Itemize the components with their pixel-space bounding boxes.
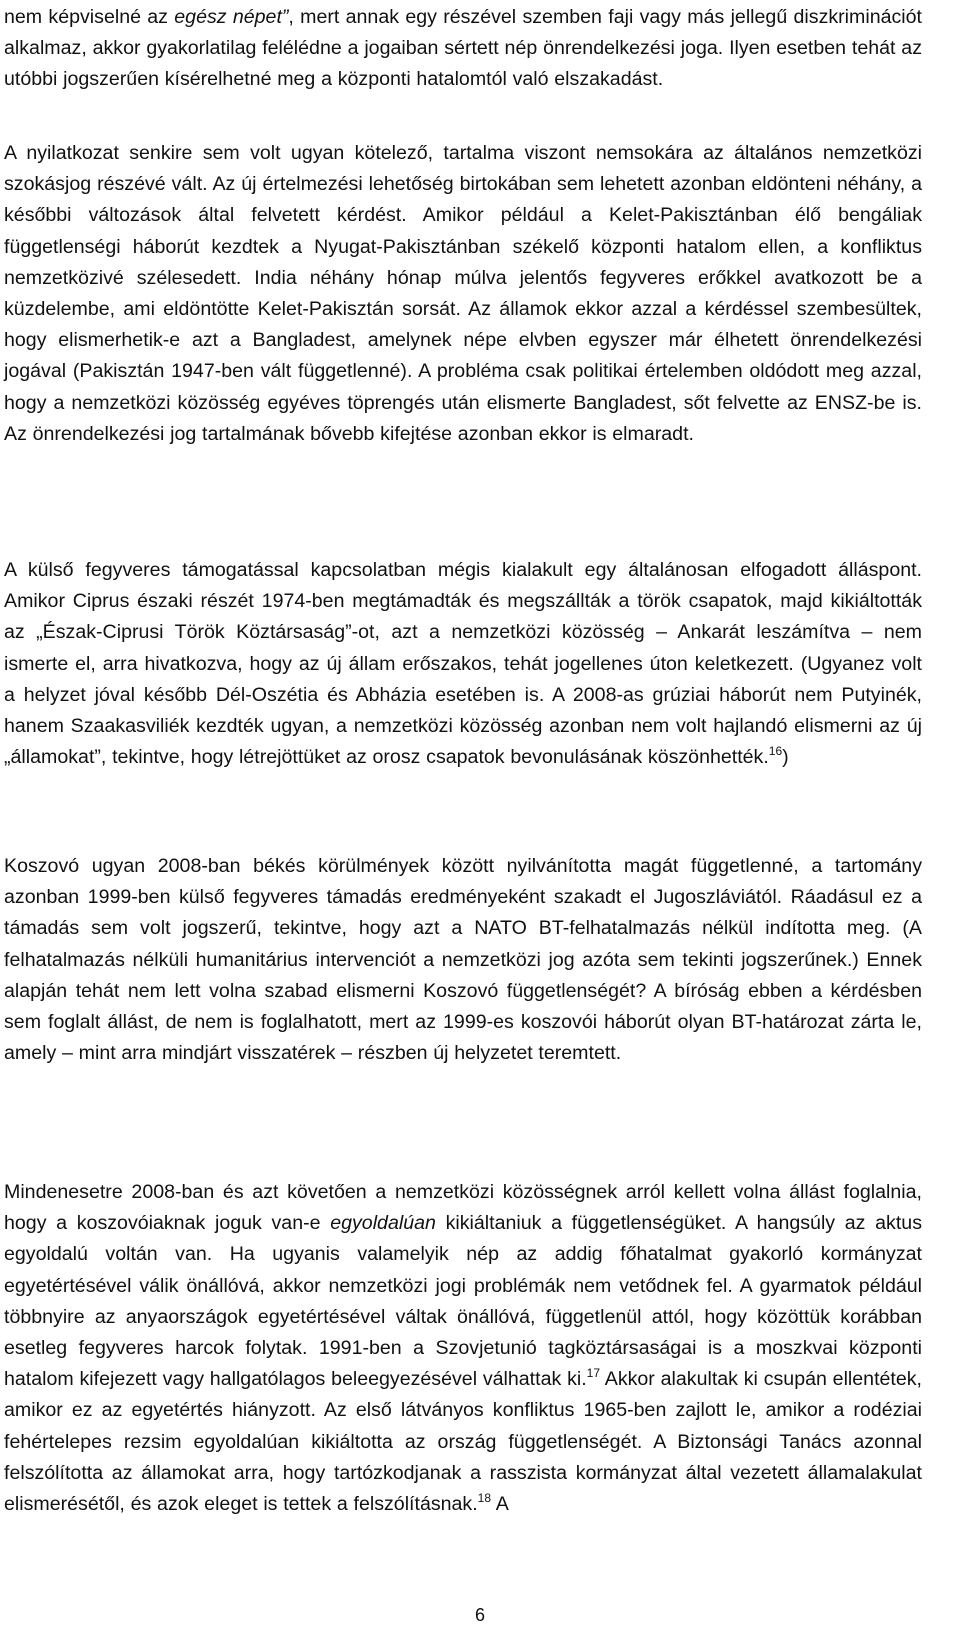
- footnote-ref: 17: [586, 1366, 601, 1381]
- paragraph-text: A nyilatkozat senkire sem volt ugyan kötelező, tartalma viszont nemsokára az általános nemzetközi szokásjog részévé vált. Az új értelmezési lehetőség birtokában sem lehetett azonban eldönteni néhány, a későbbi változások által felvetett kérdést. Amikor például a Kelet-Pakisztánban élő bengáliak függetlenségi háborút kezdtek a Nyugat-Pakisztánban székelő központi hatalom ellen, a konfliktus nemzetközivé szélesedett. India néhány hónap múlva jelentős fegyveres erőkkel avatkozott be a küzdelembe, ami eldöntötte Kelet-Pakisztán sorsát. Az államok ekkor azzal a kérdéssel szembesültek, hogy elismerhetik-e azt a Bangladest, amelynek népe elvben egyszer már élhetett önrendelkezési jogával (Pakisztán 1947-ben vált függetlenné). A probléma csak politikai értelemben oldódott meg azzal, hogy a nemzetközi közösség egyéves töprengés után elismerte Bangladest, sőt felvette az ENSZ-be is. Az önrendelkezési jog tartalmának bővebb kifejtése azonban ekkor is elmaradt.: [4, 142, 922, 445]
- paragraph-text: kikiáltaniuk a függetlenségüket. A hangsúly az aktus egyoldalú voltán van. Ha ugyanis valamelyik nép az addig főhatalmat gyakorló kormányzat egyetértésével válik önállóvá, akkor nemzetközi jogi problémák nem vetődnek fel. A gyarmatok például többnyire az anyaországok egyetértésével váltak önállóvá, függetlenül attól, hogy közöttük korábban esetleg fegyveres harcok folytak. 1991-ben a Szovjetunió tagköztársaságai is a moszkvai központi hatalom kifejezett vagy hallgatólagos beleegyezésével válhattak ki.: [4, 1212, 922, 1391]
- footnote-ref: 16: [768, 744, 783, 759]
- paragraph-5: [4, 1177, 922, 1520]
- paragraph-text: Mindenesetre 2008-ban és azt követően a nemzetközi közösségnek arról kellett volna állást foglalnia, hogy a koszovóiaknak joguk van-e: [4, 1181, 922, 1235]
- paragraph-text: ): [782, 746, 789, 769]
- paragraph-text: , mert annak egy részével szemben faji vagy más jellegű diszkriminációt alkalmaz, akkor gyakorlatilag felélédne a jogaiban sértett nép önrendelkezési joga. Ilyen esetben tehát az utóbbi jogszerűen kísérelhetné meg a központi hatalomtól való elszakadást.: [4, 6, 922, 91]
- paragraph-4: [4, 851, 922, 1069]
- page-number: 6: [474, 1605, 485, 1625]
- paragraph-text: Koszovó ugyan 2008-ban békés körülmények között nyilvánította magát függetlenné, a tartomány azonban 1999-ben külső fegyveres támadás eredményeként szakadt el Jugoszláviától. Ráadásul ez a támadás sem volt jogszerű, tekintve, hogy azt a NATO BT-felhatalmazás nélkül indította meg. (A felhatalmazás nélküli humanitárius intervenciót a nemzetközi jog azóta sem tekinti jogszerűnek.) Ennek alapján tehát nem lett volna szabad elismerni Koszovó függetlenségét? A bíróság ebben a kérdésben sem foglalt állást, de nem is foglalhatott, mert az 1999-es koszovói háborút olyan BT-határozat zárta le, amely – mint arra mindjárt visszatérek – részben új helyzetet teremtett.: [4, 855, 922, 1065]
- paragraph-text: Akkor alakultak ki csupán ellentétek, amikor ez az egyetértés hiányzott. Az első látványos konfliktus 1965-ben zajlott le, amikor a rodéziai fehértelepes rezsim egyoldalúan kikiáltotta az ország függetlenségét. A Biztonsági Tanács azonnal felszólította az államokat arra, hogy tartózkodjanak a rasszista kormányzat által vezetett államalakulat elismerésétől, és azok eleget is tettek a felszólításnak.: [4, 1368, 923, 1516]
- emphasis-text: egyoldalúan: [330, 1212, 436, 1235]
- emphasis-text: egész népet”: [174, 6, 289, 28]
- paragraph-1: [4, 2, 922, 96]
- paragraph-3: [4, 555, 922, 773]
- paragraph-text: nem képviselné az: [4, 6, 175, 28]
- paragraph-text: A: [491, 1493, 509, 1516]
- paragraph-text: A külső fegyveres támogatással kapcsolatban mégis kialakult egy általánosan elfogadott álláspont. Amikor Ciprus északi részét 1974-ben megtámadták és megszállták a török csapatok, majd kikiáltották az „Észak-Ciprusi Török Köztársaság”-ot, azt a nemzetközi közösség – Ankarát leszámítva – nem ismerte el, arra hivatkozva, hogy az új állam erőszakos, tehát jogellenes úton keletkezett. (Ugyanez volt a helyzet jóval később Dél-Oszétia és Abházia esetében is. A 2008-as grúziai háborút nem Putyinék, hanem Szaakasviliék kezdték ugyan, a nemzetközi közösség azonban nem volt hajlandó elismerni az új „államokat”, tekintve, hogy létrejöttüket az orosz csapatok bevonulásának köszönhették.: [4, 559, 922, 769]
- footnote-ref: 18: [477, 1491, 492, 1506]
- paragraph-2: [4, 138, 922, 450]
